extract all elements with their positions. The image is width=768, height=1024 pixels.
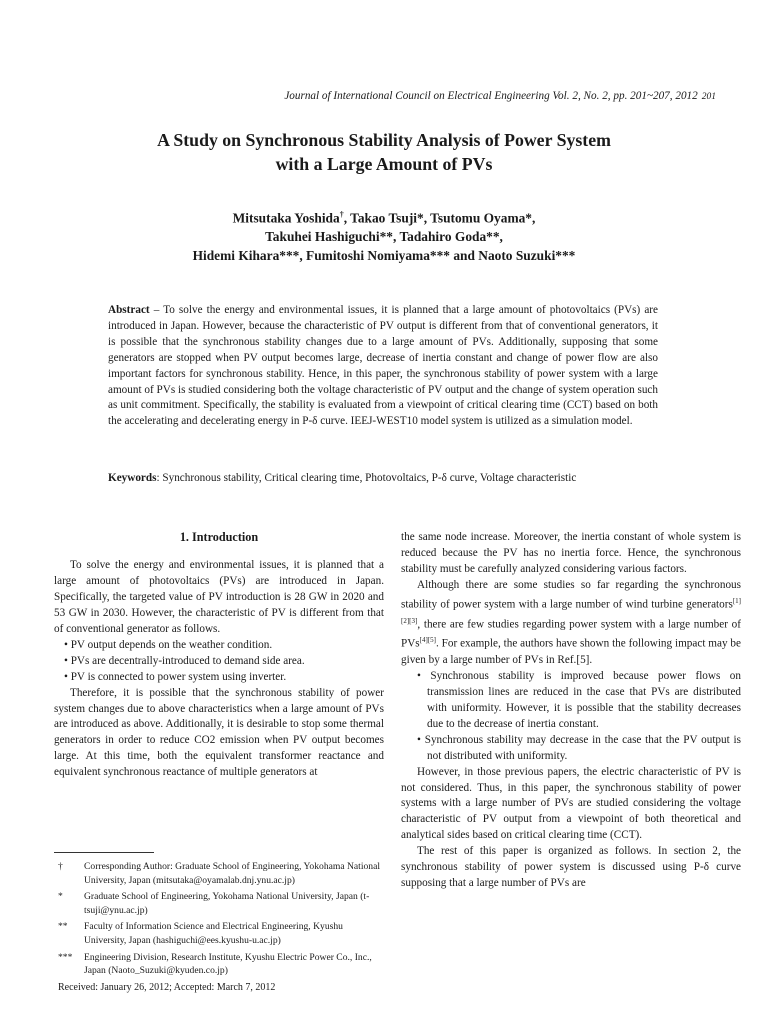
footnote-text: Corresponding Author: Graduate School of Engineering, Yokohama National University, Japan (mitsutaka@oyamalab.dnj.ynu.ac.jp) [84,861,381,886]
intro-bullet: • PV output depends on the weather condition. [64,638,273,651]
left-column [54,530,384,781]
footnote-mark: † [58,861,63,872]
keywords-text: : Synchronous stability, Critical clearing time, Photovoltaics, P-δ curve, Voltage characteristic [156,472,577,484]
footnote-text: Faculty of Information Science and Electrical Engineering, Kyushu University, Japan (hashiguchi@ees.kyushu-u.ac.jp) [84,921,343,946]
authors-line-1-rest: , Takao Tsuji*, Tsutomu Oyama*, [343,210,536,226]
footnote-mark: *** [58,951,73,963]
footnote-divider [54,852,154,853]
p4-text-b: , there are few studies regarding power system with a large number of PVs [401,618,741,650]
footnote [54,890,384,917]
author-list [0,205,768,265]
footnote-mark: * [58,891,63,903]
impact-bullet: • Synchronous stability may decrease in the case that the PV output is not distributed with uniformity. [417,733,741,762]
title-line-2: with a Large Amount of PVs [275,154,493,174]
keywords-label: Keywords [108,472,157,484]
p4-text-a: Although there are some studies so far regarding the synchronous stability of power system with a large number of wind turbine generators [401,578,741,611]
footnote-text: Graduate School of Engineering, Yokohama National University, Japan (t-tsuji@ynu.ac.jp) [84,891,370,916]
title-line-1: A Study on Synchronous Stability Analysis of Power System [157,130,611,150]
paper-title [0,128,768,176]
intro-paragraph-6: The rest of this paper is organized as follows. In section 2, the synchronous stability of power system is discussed using P-δ curve supposing that a large number of PVs are [401,845,741,890]
intro-bullet: • PV is connected to power system using inverter. [64,670,287,683]
keywords [108,471,668,486]
impact-bullet: • Synchronous stability is improved because power flows on transmission lines are reduced in the case that PVs are distributed with uniformity. However, it is possible that the stability decreases due to the decrease of inertia constant. [417,669,741,730]
intro-paragraph-2: Therefore, it is possible that the synchronous stability of power system changes due to above characteristics when a large amount of PVs are introduced as above. Additionally, it is desirable to stop some thermal generators in order to reduce CO2 emission when PV output becomes large. At this time, both the equivalent transformer reactance and equivalent synchronous reactance of multiple generators at [54,686,384,779]
intro-paragraph-4 [401,578,741,669]
citation-ref-2: [4][5] [419,636,436,645]
intro-paragraph-1: To solve the energy and environmental issues, it is planned that a large amount of photovoltaics (PVs) are introduced in Japan. Specifically, the targeted value of PV introduction is 28 GW in 2020 and 53 GW in 2030. However, the characteristic of PV is different from that of conventional generator as follows. [54,558,384,635]
intro-paragraph-3: the same node increase. Moreover, the inertia constant of whole system is reduced because the PV has no inertia force. Hence, the synchronous stability must be carefully analyzed considering various factors. [401,531,741,575]
author-dagger: † [339,210,344,219]
footnote [54,951,384,978]
first-author: Mitsutaka Yoshida [232,210,340,226]
journal-citation [284,90,716,102]
p4-text-c: . For example, the authors have shown the following impact may be given by a large number of PVs in Ref.[5]. [401,637,741,666]
section-heading: 1. Introduction [179,530,259,544]
abstract-text: – To solve the energy and environmental issues, it is planned that a large amount of photovoltaics (PVs) are introduced in Japan. However, because the characteristic of PV output is different from that of conventional generators, it is possible that the synchronous stability changes due to a large amount of PVs. Additionally, supposing that some generators are stopped when PV output becomes large, decrease of inertia constant and change of power flow are also important factors for synchronous stability. Hence, in this paper, the synchronous stability of power system with a large amount of PVs is studied considering both the voltage characteristic of PV output and the change of system operation such as unit commitment. Specifically, the stability is evaluated from a viewpoint of critical clearing time (CCT) based on both the accelerating and decelerating energy in P-δ curve. IEEJ-WEST10 model system is utilized as a simulation model. [108,304,658,428]
received-dates: Received: January 26, 2012; Accepted: March 7, 2012 [58,981,276,993]
footnote-mark: ** [58,921,68,933]
page-number: 201 [701,92,716,102]
authors-line-1 [0,205,768,227]
journal-citation-text: Journal of International Council on Electrical Engineering Vol. 2, No. 2, pp. 201~207, 2012 [284,90,698,102]
footnote [54,860,384,887]
authors-line-3: Hidemi Kihara***, Fumitoshi Nomiyama*** and Naoto Suzuki*** [192,248,576,264]
citation-ref-1: [1][2][3] [401,596,741,625]
intro-bullet: • PVs are decentrally-introduced to demand side area. [64,654,305,667]
footnote [54,920,384,947]
right-column [401,530,741,892]
footnotes [54,860,384,994]
abstract-label: Abstract [108,304,150,316]
authors-line-2: Takuhei Hashiguchi**, Tadahiro Goda**, [265,229,503,245]
footnote-text: Engineering Division, Research Institute, Kyushu Electric Power Co., Inc., Japan (Naoto_Suzuki@kyuden.co.jp) [84,951,372,977]
abstract [108,303,658,430]
intro-paragraph-5: However, in those previous papers, the electric characteristic of PV is not considered. Thus, in this paper, the synchronous stability of power systems with a large number of PVs are studied considering the voltage characteristic of PV output from a viewpoint of both theoretical and analytical sides based on critical clearing time (CCT). [401,765,741,842]
